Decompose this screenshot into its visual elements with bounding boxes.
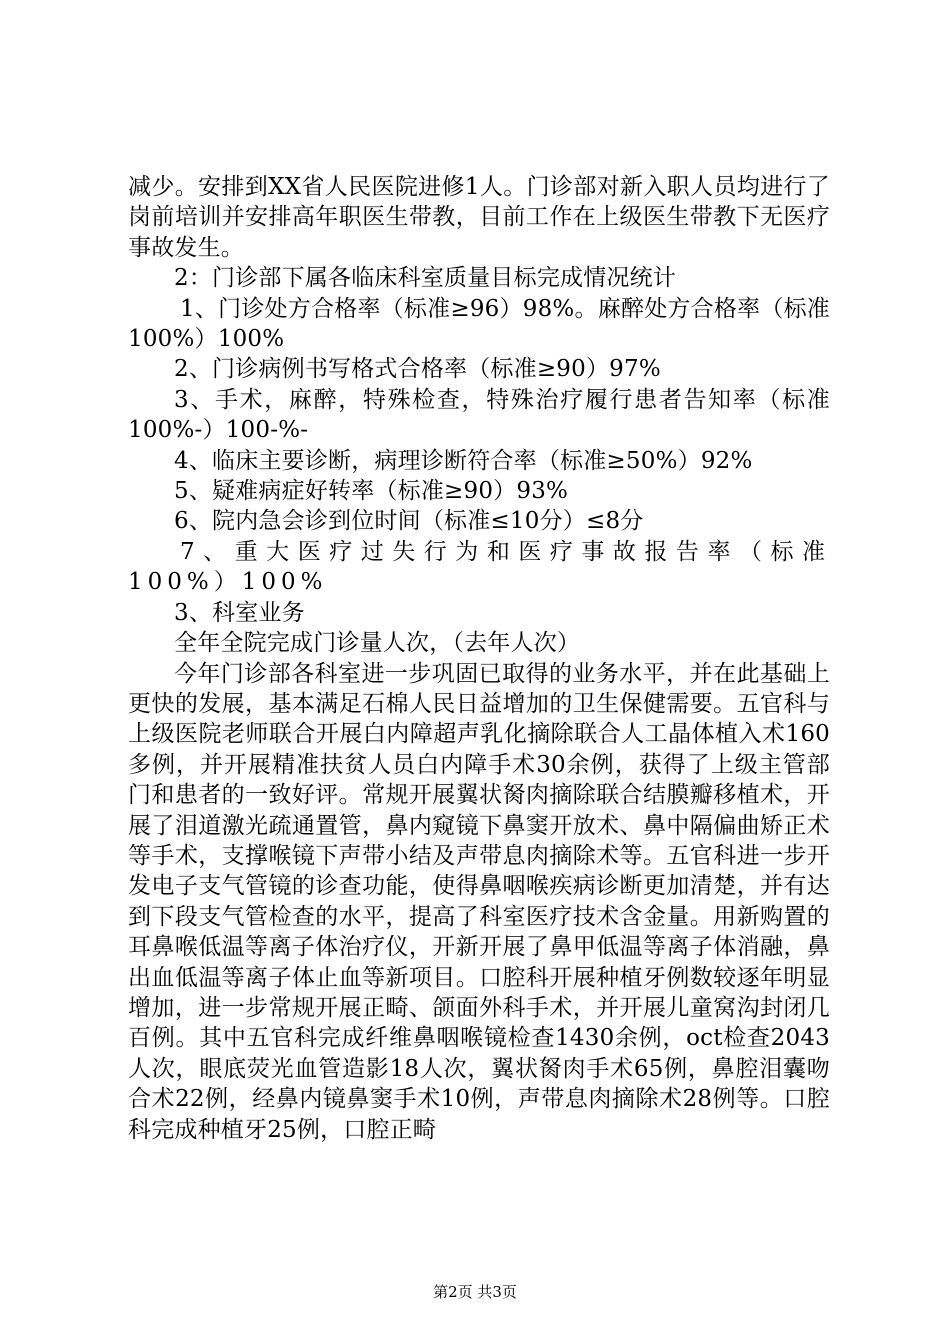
section-heading-2: 2：门诊部下属各临床科室质量目标完成情况统计 (174, 265, 677, 292)
list-item-4: 4、临床主要诊断，病理诊断符合率（标准≥50%）92% (174, 447, 753, 474)
paragraph-department-business: 今年门诊部各科室进一步巩固已取得的业务水平，并在此基础上更快的发展，基本满足石棉人民日益增加的卫生保健需要。五官科与上级医院老师联合开展白内障超声乳化摘除联合人工晶体植入术160多例，并开展精准扶贫人员白内障手术30余例，获得了上级主管部门和患者的一致好评。常规开展翼状胬肉摘除联合结膜瓣移植术，开展了泪道激光疏通置管，鼻内窥镜下鼻窦开放术、鼻中隔偏曲矫正术等手术，支撑喉镜下声带小结及声带息肉摘除术等。五官科进一步开发电子支气管镜的诊查功能，使得鼻咽喉疾病诊断更加清楚，并有达到下段支气管检查的水平，提高了科室医疗技术含金量。用新购置的耳鼻喉低温等离子体治疗仪，开新开展了鼻甲低温等离子体消融，鼻出血低温等离子体止血等新项目。口腔科开展种植牙例数较逐年明显增加，进一步常规开展正畸、颌面外科手术，并开展儿童窝沟封闭几百例。其中五官科完成纤维鼻咽喉镜检查1430余例，oct检查2043人次，眼底荧光血管造影18人次，翼状胬肉手术65例，鼻腔泪囊吻合术22例，经鼻内镜鼻窦手术10例，声带息肉摘除术28例等。口腔科完成种植牙25例，口腔正畸 (128, 660, 830, 1143)
section-heading-3: 3、科室业务 (174, 599, 305, 626)
list-item-6: 6、院内急会诊到位时间（标准≤10分）≤8分 (174, 508, 644, 535)
list-item-7: 7、重大医疗过失行为和医疗事故报告率（标准100%）100% (128, 538, 830, 596)
paragraph-outpatient-volume: 全年全院完成门诊量人次，（去年人次） (174, 630, 581, 657)
page-footer: 第2页 共3页 (433, 1283, 517, 1301)
list-item-5: 5、疑难病症好转率（标准≥90）93% (174, 478, 569, 505)
paragraph-intro: 减少。安排到XX省人民医院进修1人。门诊部对新入职人员均进行了岗前培训并安排高年职医生带教，目前工作在上级医生带教下无医疗事故发生。 (128, 174, 830, 261)
list-item-2: 2、门诊病例书写格式合格率（标准≥90）97% (174, 356, 661, 383)
list-item-3: 3、手术，麻醉，特殊检查，特殊治疗履行患者告知率（标准100%-）100-%- (128, 386, 830, 444)
document-body (128, 172, 830, 1145)
list-item-1: 1、门诊处方合格率（标准≥96）98%。麻醉处方合格率（标准100%）100% (128, 295, 830, 353)
